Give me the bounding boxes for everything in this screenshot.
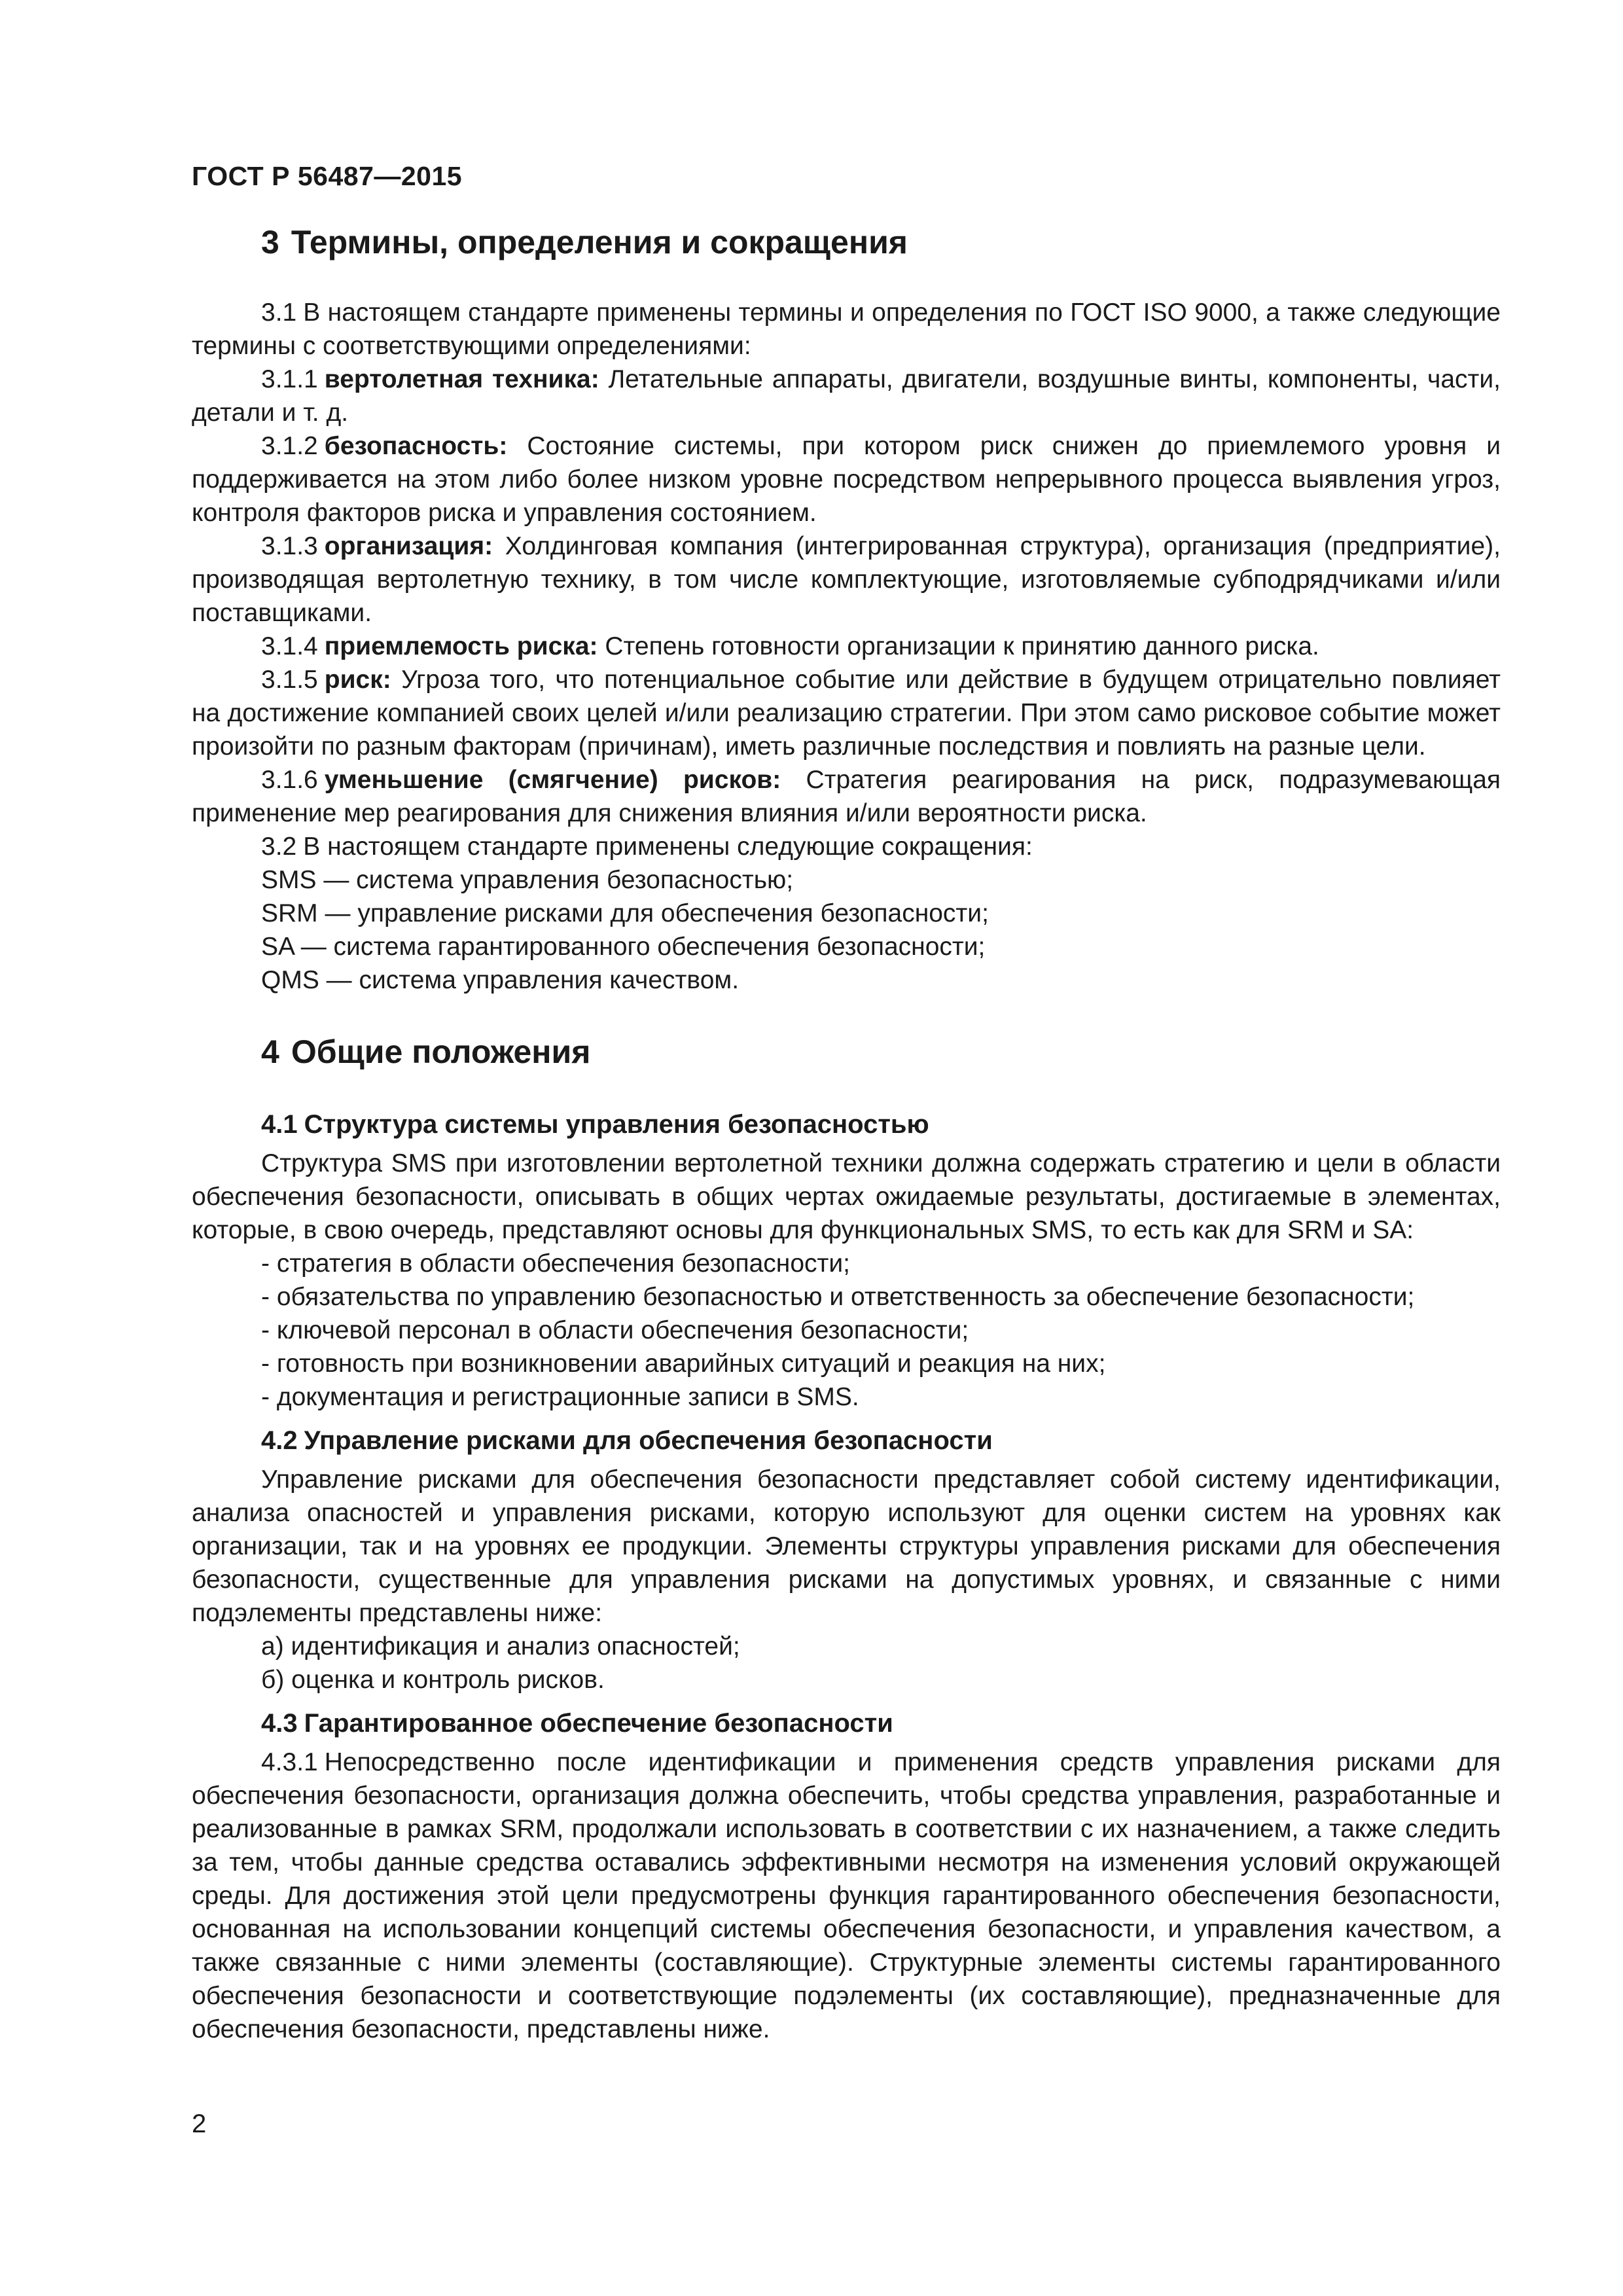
- term-def: Степень готовности организации к принятию данного риска.: [605, 632, 1319, 660]
- paragraph-4-2: Управление рисками для обеспечения безопасности представляет собой систему идентификации, анализа опасностей и управления рисками, которую используют для оценки систем на уровнях как организации, так и на уровнях ее продукции. Элементы структуры управления рисками для обеспечения безопасности, существенные для управления рисками на допустимых уровнях, и связанные с ними подэлементы представлены ниже:: [192, 1465, 1501, 1627]
- section-3-number: 3: [261, 224, 279, 260]
- paragraph-text: В настоящем стандарте применены термины и определения по ГОСТ ISO 9000, а также следующие термины с соответствующими определениями:: [192, 298, 1501, 360]
- subsection-title: Управление рисками для обеспечения безопасности: [304, 1426, 993, 1455]
- term-name: риск:: [324, 666, 391, 694]
- term-name: уменьшение (смягчение) рисков:: [324, 766, 781, 794]
- abbreviation-item: SMS — система управления безопасностью;: [261, 866, 794, 894]
- subsection-4-3-heading: [192, 1707, 1501, 1740]
- paragraph-text: Непосредственно после идентификации и применения средств управления рисками для обеспечения безопасности, организация должна обеспечить, чтобы средства управления, разработанные и реализованные в рамках SRM, продолжали использовать в соответствии с их назначением, а также следить за тем, чтобы данные средства оставались эффективными несмотря на изменения условий окружающей среды. Для достижения этой цели предусмотрены функция гарантированного обеспечения безопасности, основанная на использовании концепций системы обеспечения безопасности, и управления качеством, а также связанные с ними элементы (составляющие). Структурные элементы системы гарантированного обеспечения безопасности и соответствующие подэлементы (их составляющие), предназначенные для обеспечения безопасности, представлены ниже.: [192, 1748, 1501, 2043]
- subsection-number: 4.2: [261, 1426, 298, 1455]
- abbreviation-item: SRM — управление рисками для обеспечения безопасности;: [261, 899, 989, 927]
- paragraph-4-3-1: [192, 1746, 1501, 2046]
- list-item: - документация и регистрационные записи в SMS.: [261, 1383, 859, 1411]
- paragraph-number: 3.2: [261, 833, 297, 861]
- term-name: безопасность:: [324, 432, 508, 460]
- list-item: - ключевой персонал в области обеспечения безопасности;: [261, 1316, 969, 1344]
- subsection-title: Структура системы управления безопасностью: [304, 1110, 929, 1139]
- list-item: а) идентификация и анализ опасностей;: [261, 1632, 740, 1660]
- term-def: Холдинговая компания (интегрированная структура), организация (предприятие), производящая вертолетную технику, в том числе комплектующие, изготовляемые субподрядчиками и/или поставщиками.: [192, 532, 1501, 627]
- paragraph-3-2: [192, 830, 1501, 863]
- term-name: приемлемость риска:: [324, 632, 598, 660]
- term-definition-3-1-5: [192, 663, 1501, 763]
- subsection-number: 4.1: [261, 1110, 298, 1139]
- term-name: организация:: [324, 532, 493, 560]
- term-def: Стратегия реагирования на риск, подразумевающая применение мер реагирования для снижения влияния и/или вероятности риска.: [192, 766, 1501, 827]
- page-number: 2: [192, 2109, 207, 2138]
- section-4-title: Общие положения: [291, 1033, 591, 1070]
- section-4-number: 4: [261, 1033, 279, 1070]
- term-name: вертолетная техника:: [324, 365, 599, 393]
- term-number: 3.1.2: [261, 432, 318, 460]
- abbreviation-item: SA — система гарантированного обеспечения безопасности;: [261, 933, 986, 961]
- subsection-4-2-heading: [192, 1424, 1501, 1458]
- subsection-4-1-heading: [192, 1108, 1501, 1141]
- term-def: Угроза того, что потенциальное событие или действие в будущем отрицательно повлияет на достижение компанией своих целей и/или реализацию стратегии. При этом само рисковое событие может произойти по разным факторам (причинам), иметь различные последствия и повлиять на разные цели.: [192, 666, 1501, 761]
- term-number: 3.1.1: [261, 365, 318, 393]
- term-number: 3.1.6: [261, 766, 318, 794]
- list-item: б) оценка и контроль рисков.: [261, 1666, 605, 1694]
- term-number: 3.1.4: [261, 632, 318, 660]
- list-item: - готовность при возникновении аварийных ситуаций и реакция на них;: [261, 1350, 1106, 1378]
- subsection-title: Гарантированное обеспечение безопасности: [304, 1709, 893, 1738]
- document-body: [192, 223, 1501, 2046]
- document-id: ГОСТ Р 56487—2015: [192, 161, 463, 191]
- paragraph-text: В настоящем стандарте применены следующие сокращения:: [303, 833, 1033, 861]
- term-definition-3-1-4: [192, 630, 1501, 663]
- list-item: - стратегия в области обеспечения безопасности;: [261, 1249, 851, 1278]
- paragraph-number: 3.1: [261, 298, 297, 327]
- paragraph-3-1: [192, 296, 1501, 363]
- list-item: - обязательства по управлению безопасностью и ответственность за обеспечение безопасности;: [261, 1283, 1415, 1311]
- term-definition-3-1-1: [192, 363, 1501, 429]
- term-number: 3.1.3: [261, 532, 318, 560]
- section-4-heading: [192, 1032, 1501, 1071]
- term-definition-3-1-6: [192, 763, 1501, 830]
- paragraph-number: 4.3.1: [261, 1748, 318, 1776]
- paragraph-4-1: Структура SMS при изготовлении вертолетной техники должна содержать стратегию и цели в области обеспечения безопасности, описывать в общих чертах ожидаемые результаты, достигаемые в элементах, которые, в свою очередь, представляют основы для функциональных SMS, то есть как для SRM и SA:: [192, 1149, 1501, 1244]
- term-number: 3.1.5: [261, 666, 318, 694]
- subsection-number: 4.3: [261, 1709, 298, 1738]
- term-def: Состояние системы, при котором риск снижен до приемлемого уровня и поддерживается на этом либо более низком уровне посредством непрерывного процесса выявления угроз, контроля факторов риска и управления состоянием.: [192, 432, 1501, 527]
- section-3-title: Термины, определения и сокращения: [291, 224, 908, 260]
- abbreviation-item: QMS — система управления качеством.: [261, 966, 740, 994]
- section-3-heading: [192, 223, 1501, 262]
- term-definition-3-1-2: [192, 429, 1501, 529]
- term-definition-3-1-3: [192, 529, 1501, 630]
- term-def: Летательные аппараты, двигатели, воздушные винты, компоненты, части, детали и т. д.: [192, 365, 1501, 427]
